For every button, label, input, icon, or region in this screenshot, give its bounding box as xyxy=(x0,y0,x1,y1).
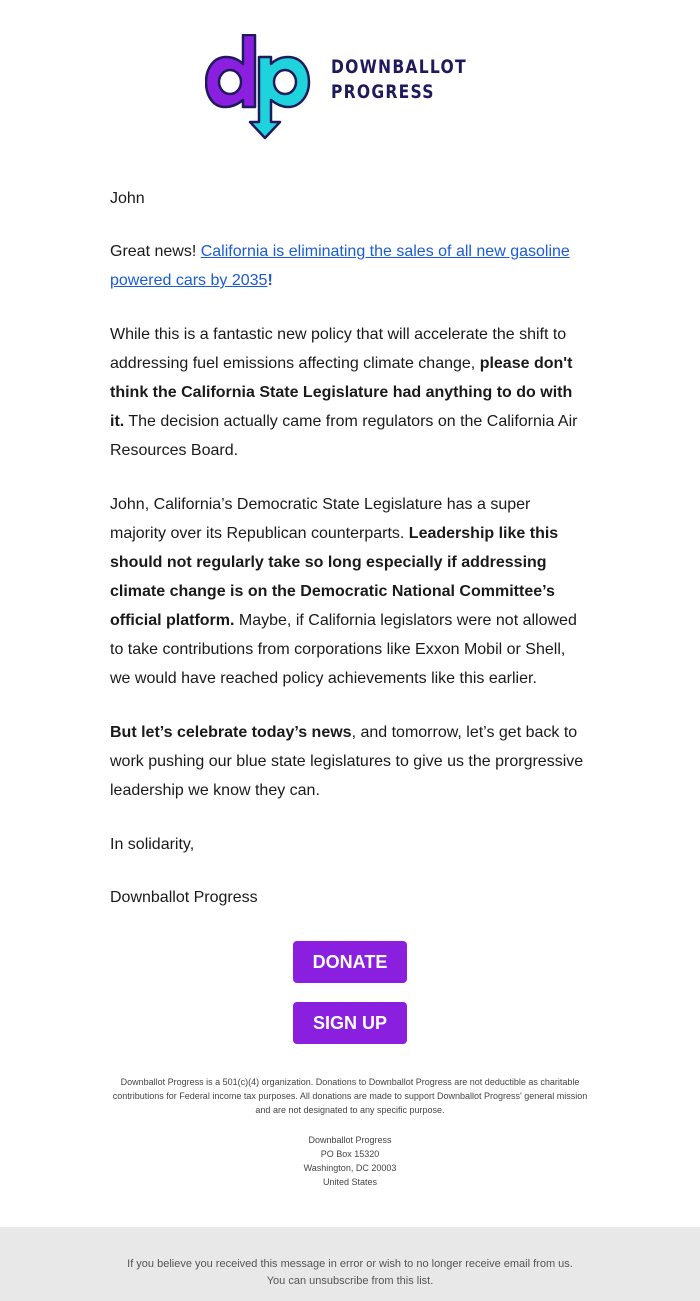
mailing-address xyxy=(0,1133,700,1189)
brand-line-1: DOWNBALLOT xyxy=(331,56,467,78)
paragraph-celebrate xyxy=(110,718,590,805)
address-po-box: PO Box 15320 xyxy=(320,1149,380,1159)
california-gasoline-cars-link[interactable]: California is eliminating the sales of all new gasoline powered cars by 2035 xyxy=(110,243,570,289)
legal-disclaimer: Downballot Progress is a 501(c)(4) organization. Donations to Downballot Progress are not deductible as charitable contributions for Federal income tax purposes. All donations are made to support Downballot Progress' general mission and are not designated to any specific purpose. xyxy=(112,1077,588,1115)
brand-line-2: PROGRESS xyxy=(331,81,435,103)
paragraph-news xyxy=(110,237,590,295)
email-body xyxy=(110,184,590,937)
policy-bold: please don't think the California State Legislature had anything to do with it. xyxy=(110,355,573,430)
paragraph-legislature xyxy=(110,490,590,693)
address-city: Washington, DC 20003 xyxy=(303,1163,397,1173)
brand-wordmark xyxy=(331,55,467,105)
policy-text-2: The decision actually came from regulators on the California Air Resources Board. xyxy=(110,413,578,459)
policy-text-1: While this is a fantastic new policy that will accelerate the shift to addressing fuel emissions affecting climate change, xyxy=(110,326,567,372)
legislature-text-1: John, California’s Democratic State Legislature has a super majority over its Republican counterparts. xyxy=(110,496,531,542)
footer xyxy=(0,1227,700,1301)
paragraph-policy xyxy=(110,320,590,465)
donate-button[interactable]: DONATE xyxy=(293,941,407,983)
news-tail: ! xyxy=(267,272,273,289)
closing: In solidarity, xyxy=(110,836,195,853)
downballot-progress-logo[interactable] xyxy=(205,34,497,140)
legislature-bold: Leadership like this should not regularly take so long especially if addressing climate change is on the Democratic National Committee’s official platform. xyxy=(110,525,559,629)
footer-error-notice: If you believe you received this message in error or wish to no longer receive email from us. xyxy=(127,1258,573,1270)
header xyxy=(0,34,700,140)
signature: Downballot Progress xyxy=(110,889,258,906)
greeting: John xyxy=(110,190,145,207)
address-country: United States xyxy=(322,1177,378,1187)
news-lead: Great news! xyxy=(110,243,201,260)
sign-up-button[interactable]: SIGN UP xyxy=(293,1002,407,1044)
celebrate-text: , and tomorrow, let’s get back to work pushing our blue state legislatures to give us the prorgressive leadership we know they can. xyxy=(110,724,584,799)
dp-logo-mark-icon xyxy=(205,34,319,140)
address-name: Downballot Progress xyxy=(308,1135,392,1145)
celebrate-bold: But let’s celebrate today’s news xyxy=(110,724,352,741)
unsubscribe-link[interactable]: You can unsubscribe from this list. xyxy=(266,1275,434,1287)
action-buttons xyxy=(0,941,700,1044)
legislature-text-2: Maybe, if California legislators were not allowed to take contributions from corporations like Exxon Mobil or Shell, we would have reached policy achievements like this earlier. xyxy=(110,612,577,687)
